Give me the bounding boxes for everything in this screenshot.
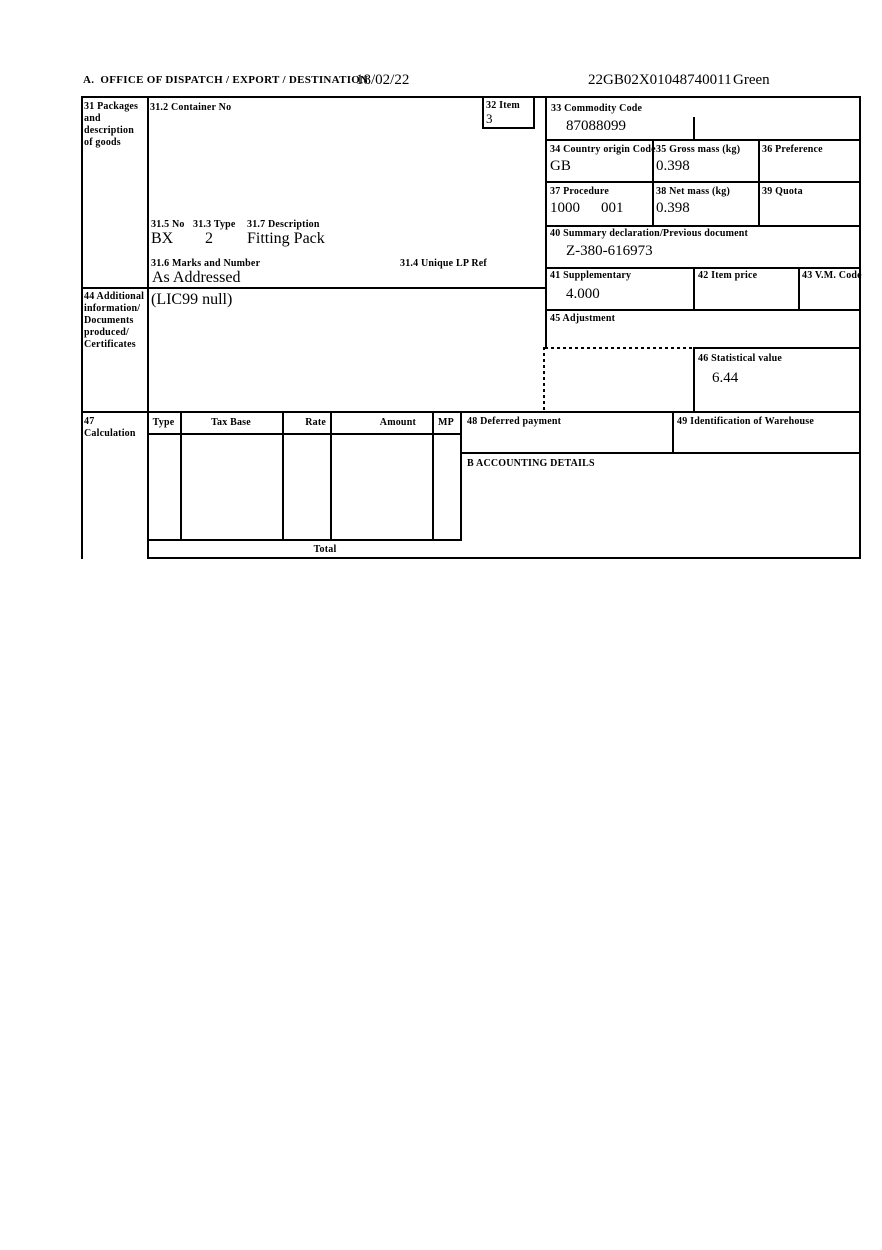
box31-7-description-label: 31.7 Description	[247, 219, 320, 230]
box47-col-amount: Amount	[379, 417, 416, 428]
box31-5-no-value: BX	[151, 230, 174, 247]
divider	[758, 139, 760, 227]
box39-quota-label: 39 Quota	[762, 186, 803, 197]
divider	[482, 96, 484, 129]
divider	[545, 225, 861, 227]
divider	[859, 96, 861, 559]
divider	[693, 267, 695, 311]
acceptance-date: 18/02/22	[356, 72, 410, 88]
divider	[460, 452, 861, 454]
divider	[672, 411, 674, 454]
divider	[693, 347, 695, 413]
dotted-divider	[543, 347, 545, 413]
divider	[798, 267, 800, 311]
divider	[81, 96, 861, 98]
divider	[545, 181, 861, 183]
box32-item-label: 32 Item	[486, 100, 520, 111]
box37-procedure-value: 1000	[550, 200, 580, 216]
divider	[81, 96, 83, 559]
divider	[460, 411, 462, 541]
box46-statistical-value: 6.44	[712, 370, 739, 386]
box31-7-description-value: Fitting Pack	[247, 230, 325, 247]
box47-col-mp: MP	[438, 417, 454, 428]
box38-net-mass-value: 0.398	[656, 200, 690, 216]
box35-gross-mass-value: 0.398	[656, 158, 690, 174]
box38-net-mass-label: 38 Net mass (kg)	[656, 186, 731, 197]
box33-commodity-label: 33 Commodity Code	[551, 103, 643, 114]
accounting-details-label: B ACCOUNTING DETAILS	[467, 458, 595, 469]
box33-commodity-value: 87088099	[566, 118, 626, 134]
divider	[545, 267, 861, 269]
divider	[81, 411, 861, 413]
box40-previous-document-value: Z-380-616973	[566, 243, 653, 259]
divider	[180, 411, 182, 541]
box37-procedure-extra-value: 001	[601, 200, 624, 216]
box31-6-marks-label: 31.6 Marks and Number	[151, 258, 261, 269]
box47-col-type: Type	[152, 417, 175, 428]
divider	[482, 127, 535, 129]
divider	[545, 309, 861, 311]
divider	[147, 96, 149, 559]
dotted-divider	[545, 347, 695, 349]
box41-supplementary-label: 41 Supplementary	[550, 270, 632, 281]
box40-previous-document-label: 40 Summary declaration/Previous document	[550, 228, 749, 239]
box47-col-rate: Rate	[305, 417, 326, 428]
divider	[533, 96, 535, 129]
movement-reference-number: 22GB02X01048740011	[588, 72, 732, 88]
box34-origin-label: 34 Country origin Code	[550, 144, 656, 155]
box31-3-type-value: 2	[205, 230, 213, 247]
box47-col-tax-base: Tax Base	[211, 417, 251, 428]
divider	[282, 411, 284, 541]
divider	[147, 539, 462, 541]
box31-side-label: 31 Packages and description of goods	[84, 101, 139, 148]
box35-gross-mass-label: 35 Gross mass (kg)	[656, 144, 741, 155]
box31-3-type-label: 31.3 Type	[193, 219, 236, 230]
divider	[545, 139, 861, 141]
box31-2-container-label: 31.2 Container No	[150, 102, 232, 113]
divider	[693, 347, 861, 349]
box44-additional-info-value: (LIC99 null)	[151, 291, 233, 308]
box31-5-no-label: 31.5 No	[151, 219, 185, 230]
box47-side-label: 47 Calculation	[84, 416, 136, 439]
routing-value: Green	[733, 72, 770, 88]
box45-adjustment-label: 45 Adjustment	[550, 313, 616, 324]
divider	[432, 411, 434, 541]
box46-statistical-value-label: 46 Statistical value	[698, 353, 782, 364]
box31-4-unique-lp-label: 31.4 Unique LP Ref	[400, 258, 487, 269]
box37-procedure-label: 37 Procedure	[550, 186, 609, 197]
box43-vm-code-label: 43 V.M. Code	[802, 270, 862, 281]
box42-item-price-label: 42 Item price	[698, 270, 758, 281]
box47-total-label: Total	[313, 544, 337, 555]
box41-supplementary-value: 4.000	[566, 286, 600, 302]
divider	[545, 96, 547, 349]
box32-item-value: 3	[486, 111, 493, 126]
divider	[330, 411, 332, 541]
divider	[81, 287, 547, 289]
box31-6-marks-value: As Addressed	[152, 269, 241, 286]
box44-side-label: 44 Additional information/ Documents produced/ Certificates	[84, 291, 145, 350]
box49-warehouse-label: 49 Identification of Warehouse	[677, 416, 815, 427]
divider	[147, 433, 462, 435]
box48-deferred-payment-label: 48 Deferred payment	[467, 416, 562, 427]
divider	[147, 557, 861, 559]
office-of-dispatch-heading: A. OFFICE OF DISPATCH / EXPORT / DESTINATION	[83, 74, 369, 86]
box34-origin-value: GB	[550, 158, 571, 174]
divider	[693, 117, 695, 141]
box36-preference-label: 36 Preference	[762, 144, 823, 155]
